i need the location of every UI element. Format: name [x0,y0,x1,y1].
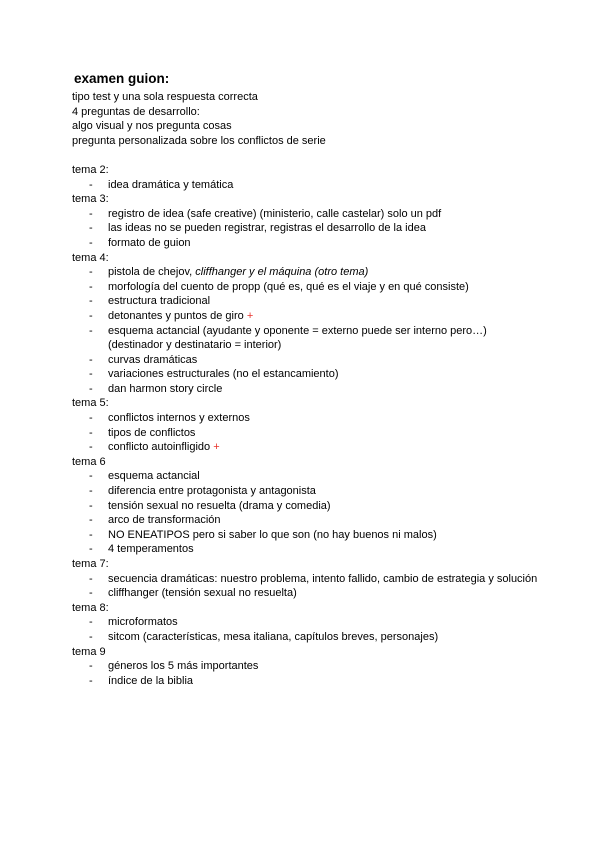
dash-bullet: - [89,353,93,366]
blank-line [72,148,542,163]
item-text: formato de guion [108,236,191,249]
topic-title: tema 2: [72,163,109,176]
topic-section [72,601,542,645]
list-item [72,265,542,280]
item-text: cliffhanger (tensión sexual no resuelta) [108,587,297,600]
dash-bullet: - [89,222,93,235]
dash-bullet: - [89,528,93,541]
list-item [72,513,542,528]
item-text: morfología del cuento de propp (qué es, qué es el viaje y en qué consiste) [108,280,469,293]
list-item [72,630,542,645]
topic-items [72,615,542,644]
list-item [72,426,542,441]
intro-line: 4 preguntas de desarrollo: [72,105,200,118]
list-item [72,411,542,426]
list-item [72,572,542,587]
item-text: secuencia dramáticas: nuestro problema, intento fallido, cambio de estrategia y solución [108,572,538,585]
item-text: esquema actancial [108,470,200,483]
item-text: sitcom (características, mesa italiana, capítulos breves, personajes) [108,630,439,643]
list-item [72,178,542,193]
dash-bullet: - [89,543,93,556]
dash-bullet: - [89,616,93,629]
item-text: tensión sexual no resuelta (drama y comedia) [108,499,331,512]
dash-bullet: - [89,470,93,483]
topic-section [72,163,542,192]
topic-title: tema 9 [72,645,106,658]
list-item [72,528,542,543]
list-item [72,542,542,557]
item-text: pistola de chejov, [108,266,196,279]
list-item [72,659,542,674]
dash-bullet: - [89,324,93,337]
dash-bullet: - [89,412,93,425]
item-text: diferencia entre protagonista y antagonista [108,485,316,498]
topic-items [72,265,542,396]
list-item [72,309,542,324]
dash-bullet: - [89,485,93,498]
topic-items [72,411,542,455]
topic-title: tema 5: [72,397,109,410]
item-text: idea dramática y temática [108,178,234,191]
list-item [72,221,542,236]
topic-title: tema 6 [72,455,106,468]
topic-section [72,251,542,397]
dash-bullet: - [89,280,93,293]
dash-bullet: - [89,368,93,381]
topic-items [72,207,542,251]
item-text: variaciones estructurales (no el estancamiento) [108,368,339,381]
dash-bullet: - [89,514,93,527]
plus-mark: + [213,441,220,454]
dash-bullet: - [89,426,93,439]
item-text: dan harmon story circle [108,382,223,395]
topic-section [72,645,542,689]
list-item [72,615,542,630]
topic-section [72,557,542,601]
list-item [72,484,542,499]
list-item [72,294,542,309]
intro-line: algo visual y nos pregunta cosas [72,120,232,133]
topic-title: tema 7: [72,558,109,570]
document-page [72,70,542,688]
dash-bullet: - [89,674,93,687]
list-item [72,236,542,251]
dash-bullet: - [89,630,93,643]
list-item [72,353,542,368]
item-text: conflictos internos y externos [108,412,250,425]
item-text: arco de transformación [108,514,221,527]
item-text: conflicto autoinfligido [108,441,214,454]
list-item [72,367,542,382]
item-text: géneros los 5 más importantes [108,660,259,673]
list-item [72,382,542,397]
dash-bullet: - [89,295,93,308]
list-item [72,280,542,295]
list-item [72,440,542,455]
topic-title: tema 4: [72,251,109,264]
dash-bullet: - [89,660,93,673]
topic-section [72,396,542,454]
topic-title: tema 8: [72,601,109,614]
intro-line: tipo test y una sola respuesta correcta [72,91,258,103]
list-item [72,469,542,484]
dash-bullet: - [89,499,93,512]
intro-line: pregunta personalizada sobre los conflictos de serie [72,134,326,147]
item-italic-text: cliffhanger y el máquina (otro tema) [195,266,369,279]
list-item [72,674,542,689]
list-item [72,586,542,601]
dash-bullet: - [89,207,93,220]
item-text: 4 temperamentos [108,543,194,556]
topic-items [72,469,542,557]
dash-bullet: - [89,236,93,249]
item-text: registro de idea (safe creative) (ministerio, calle castelar) solo un pdf [108,207,442,220]
dash-bullet: - [89,441,93,454]
dash-bullet: - [89,587,93,600]
item-text: detonantes y puntos de giro [108,309,247,322]
item-text: las ideas no se pueden registrar, registras el desarrollo de la idea [108,222,426,235]
plus-mark: + [246,309,254,322]
dash-bullet: - [89,572,93,585]
item-text: curvas dramáticas [108,353,198,366]
dash-bullet: - [89,178,93,191]
topic-section [72,455,542,557]
item-text: índice de la biblia [108,674,194,687]
topic-title: tema 3: [72,193,109,206]
item-text: microformatos [108,616,178,629]
list-item [72,207,542,222]
dash-bullet: - [89,382,93,395]
topic-items [72,572,542,601]
item-text: NO ENEATIPOS pero si saber lo que son (no hay buenos ni malos) [108,528,437,541]
dash-bullet: - [89,266,93,279]
list-item [72,499,542,514]
item-text: tipos de conflictos [108,426,196,439]
intro-block [72,90,542,148]
topic-items [72,178,542,193]
item-text: esquema actancial (ayudante y oponente = externo puede ser interno pero…) (destinador y destinatario = interior) [108,324,487,352]
topics-list [72,163,542,688]
list-item [72,324,542,353]
item-text: estructura tradicional [108,295,211,308]
topic-items [72,659,542,688]
document-title: examen guion: [74,71,170,86]
dash-bullet: - [89,309,93,322]
topic-section [72,192,542,250]
